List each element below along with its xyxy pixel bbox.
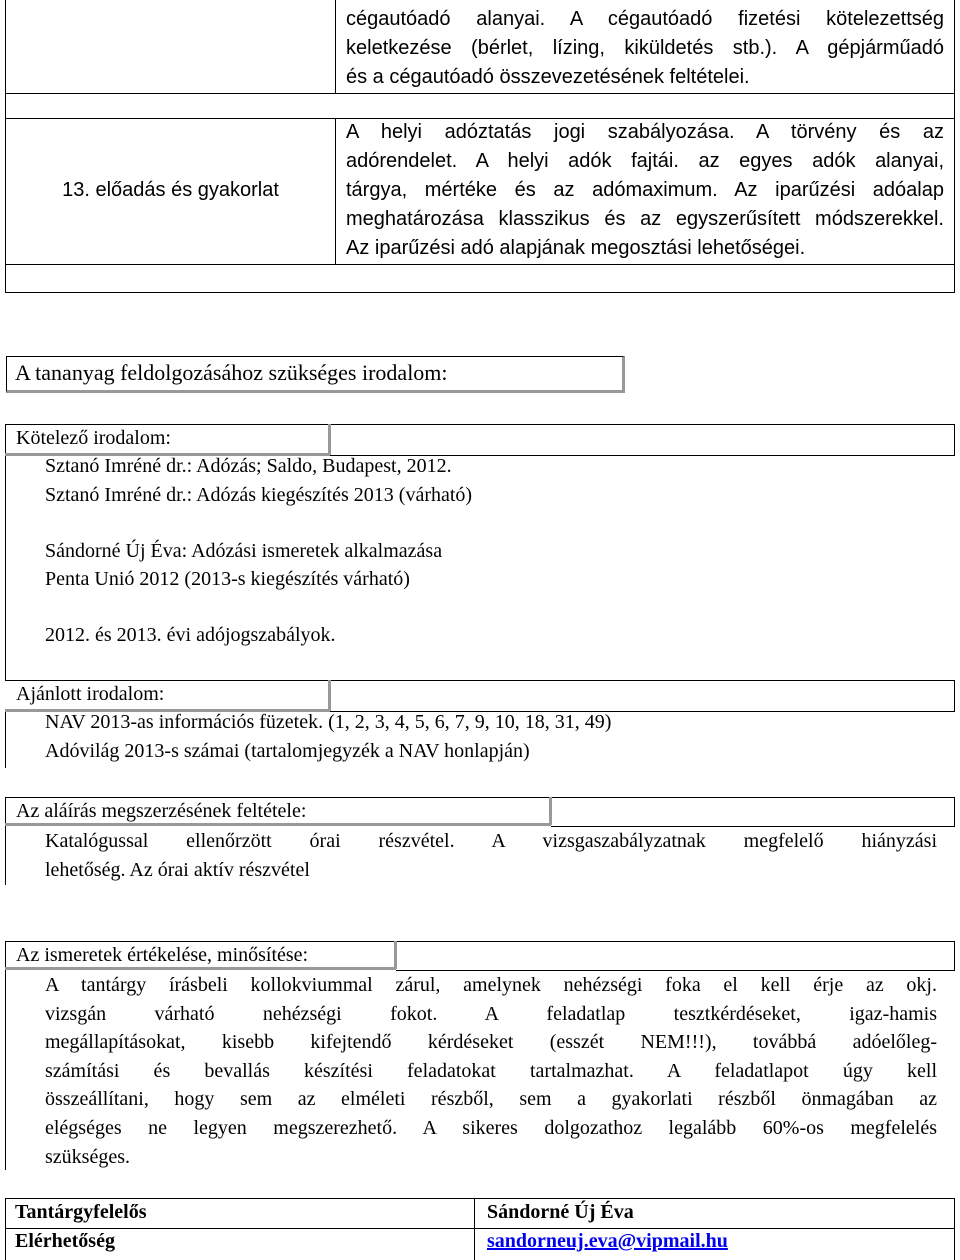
recommended-item: NAV 2013-as információs füzetek. (1, 2, 3, 4, 5, 6, 7, 9, 10, 18, 31, 49) [45, 711, 612, 733]
required-item: Sztanó Imréné dr.: Adózás; Saldo, Budapest, 2012. [45, 455, 452, 477]
row1-description: cégautóadó alanyai. A cégautóadó fizetési kötelezettség keletkezése (bérlet, lízing, kiküldetés stb.). A gépjárműadó és a cégautóadó összevezetésének feltételei. [346, 8, 944, 88]
recommended-label: Ajánlott irodalom: [16, 683, 165, 705]
responsible-label: Tantárgyfelelős [15, 1201, 147, 1223]
row2-description: A helyi adóztatás jogi szabályozása. A törvény és az adórendelet. A helyi adók fajtái. az egyes adók alanyai, tárgya, mértéke és az adómaximum. Az iparűzési adóalap meghatározása klasszikus és az egyszerűsített módszerekkel. Az iparűzési adó alapjának megosztási lehetőségei. [346, 121, 944, 259]
signature-label: Az aláírás megszerzésének feltétele: [16, 800, 307, 822]
responsible-value: Sándorné Új Éva [487, 1201, 634, 1223]
contact-email-link[interactable]: sandorneuj.eva@vipmail.hu [487, 1230, 728, 1252]
literature-heading: A tananyag feldolgozásához szükséges irodalom: [15, 360, 448, 385]
contact-label: Elérhetőség [15, 1230, 115, 1252]
signature-text: Katalógussal ellenőrzött órai részvétel. A vizsgaszabályzatnak megfelelő hiányzási lehetőség. Az órai aktív részvétel [45, 830, 937, 881]
lecture-label: 13. előadás és gyakorlat [62, 179, 279, 201]
literature-heading-box [6, 356, 625, 393]
required-label: Kötelező irodalom: [16, 427, 171, 449]
required-item: Sándorné Új Éva: Adózási ismeretek alkalmazása [45, 540, 443, 562]
required-item: Penta Unió 2012 (2013-s kiegészítés várható) [45, 568, 410, 590]
recommended-item: Adóvilág 2013-s számai (tartalomjegyzék a NAV honlapján) [45, 740, 530, 762]
required-item: 2012. és 2013. évi adójogszabályok. [45, 624, 336, 646]
required-item: Sztanó Imréné dr.: Adózás kiegészítés 2013 (várható) [45, 484, 473, 506]
evaluation-label: Az ismeretek értékelése, minősítése: [16, 944, 309, 966]
evaluation-text: A tantárgy írásbeli kollokviummal zárul, amelynek nehézségi foka el kell érje az okj. vizsgán várható nehézségi fokot. A feladatlap tesztkérdéseket, igaz-hamis megállapításokat, kisebb kifejtendő kérdéseket (esszét NEM!!!), továbbá adóelőleg- számítási és bevallás készítési feladatokat tartalmazhat. A feladatlapot úgy kell összeállítani, hogy sem az elméleti részből, sem a gyakorlati részből önmagában az elégséges ne legyen megszerezhető. A sikeres dolgozathoz legalább 60%-os megfelelés szükséges. [45, 974, 937, 1168]
